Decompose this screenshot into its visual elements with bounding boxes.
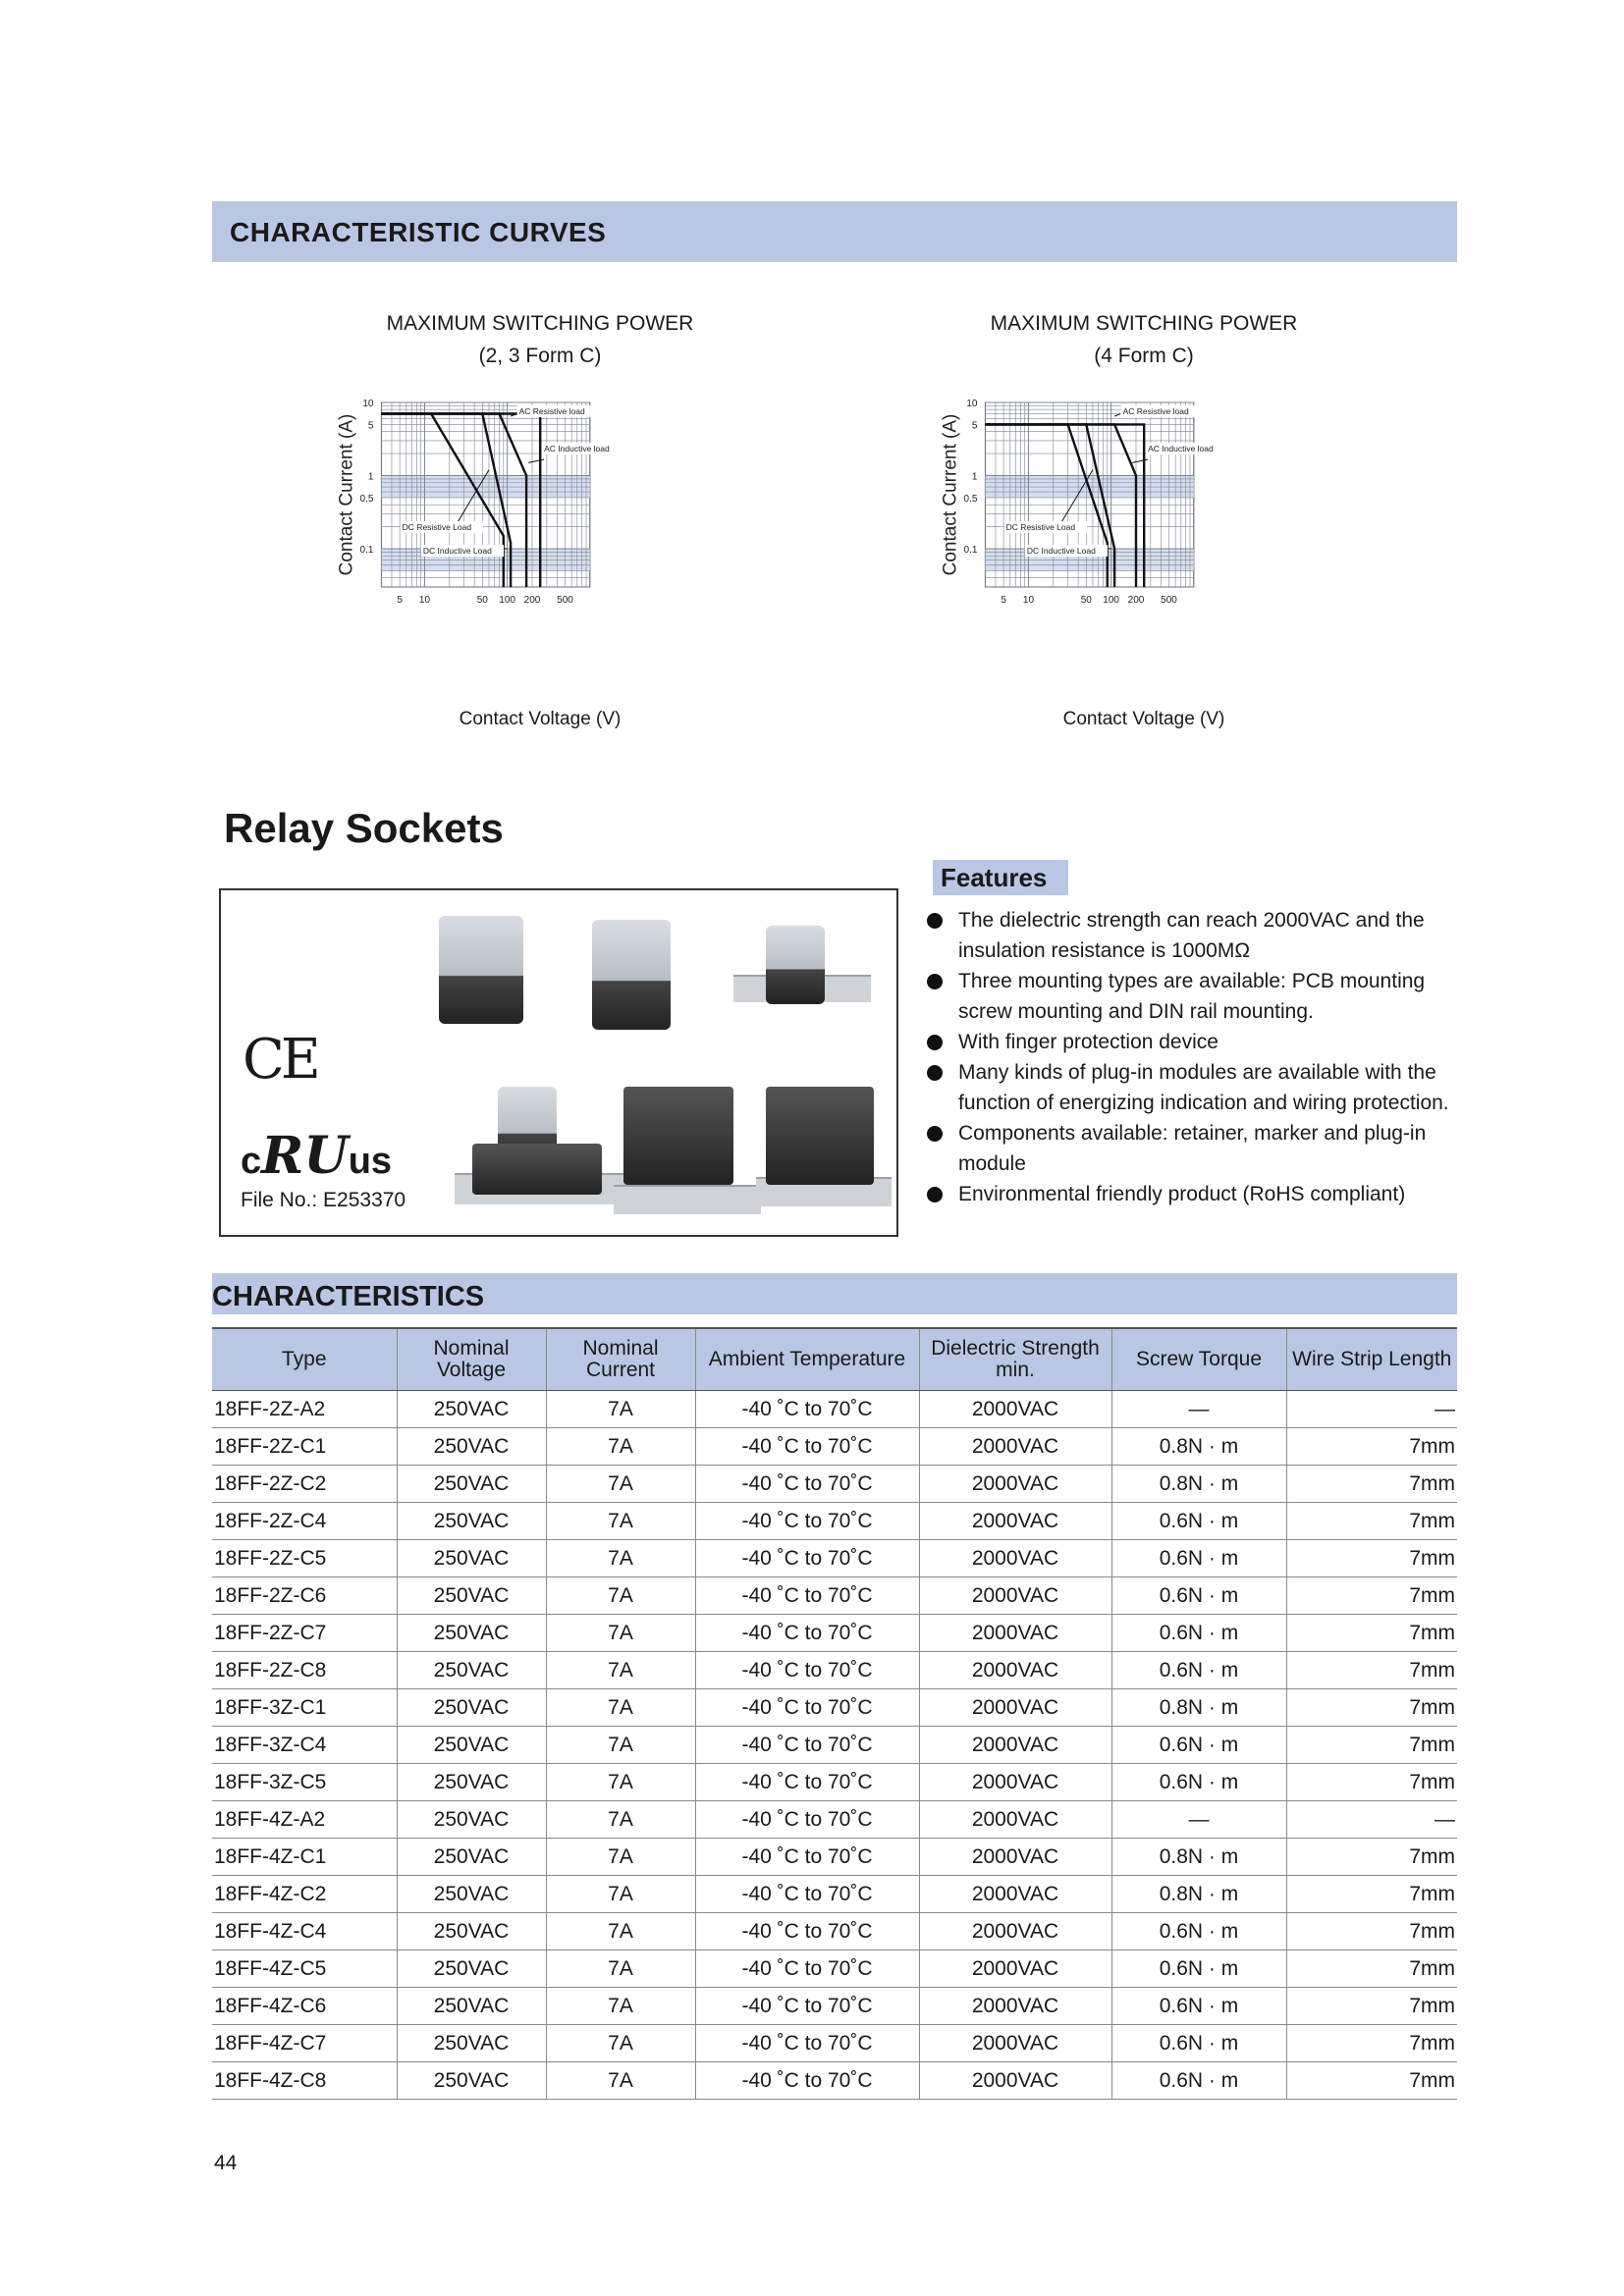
table-cell: -40 ˚C to 70˚C <box>695 1801 919 1839</box>
table-row <box>212 1540 1457 1577</box>
chart-x-axis-label: Contact Voltage (V) <box>1062 709 1225 729</box>
annotation-label: DC Inductive Load <box>1026 546 1096 556</box>
table-cell: 2000VAC <box>919 1913 1111 1950</box>
y-tick-label: 1 <box>971 471 978 483</box>
y-tick-label: 0.1 <box>963 545 978 557</box>
y-tick-label: 1 <box>367 471 374 483</box>
table-cell: 2000VAC <box>919 2062 1111 2100</box>
table-cell: -40 ˚C to 70˚C <box>695 1503 919 1540</box>
characteristics-table <box>212 1327 1457 2100</box>
table-cell: -40 ˚C to 70˚C <box>695 1652 919 1689</box>
table-cell: 7A <box>546 1913 695 1950</box>
table-cell: 18FF-2Z-A2 <box>212 1391 397 1428</box>
table-cell: 7A <box>546 1727 695 1764</box>
bullet-icon <box>927 1065 943 1081</box>
table-row <box>212 1727 1457 1764</box>
y-tick-label: 5 <box>971 420 978 432</box>
table-cell: 7mm <box>1286 1913 1457 1950</box>
ul-certification-mark <box>241 1126 392 1186</box>
table-cell: 2000VAC <box>919 1988 1111 2025</box>
page-number: 44 <box>214 2152 238 2174</box>
table-cell: 2000VAC <box>919 2025 1111 2062</box>
table-cell: 250VAC <box>397 1615 546 1652</box>
chart-y-axis-label: Contact Current (A) <box>336 413 357 576</box>
table-cell: 0.6N · m <box>1111 2025 1286 2062</box>
table-cell: 7mm <box>1286 1839 1457 1876</box>
table-cell: 18FF-2Z-C4 <box>212 1503 397 1540</box>
table-cell: 7A <box>546 1839 695 1876</box>
table-cell: 250VAC <box>397 1876 546 1913</box>
table-cell: — <box>1286 1801 1457 1839</box>
ul-c-letter: c <box>241 1141 262 1182</box>
table-cell: 7A <box>546 1466 695 1503</box>
y-tick-label: 5 <box>367 420 374 432</box>
table-cell: 18FF-4Z-C1 <box>212 1839 397 1876</box>
socket-photo-3 <box>766 1087 874 1185</box>
feature-text: Many kinds of plug-in modules are available with the function of energizing indication and wiring protection. <box>958 1061 1449 1114</box>
table-cell: 2000VAC <box>919 1801 1111 1839</box>
table-cell: 7A <box>546 1764 695 1801</box>
table-cell: 0.6N · m <box>1111 1652 1286 1689</box>
table-cell: 18FF-4Z-C5 <box>212 1950 397 1988</box>
table-header-row <box>212 1328 1457 1391</box>
table-cell: 7mm <box>1286 1428 1457 1466</box>
annotation-label: AC Resistive load <box>518 406 585 416</box>
table-cell: — <box>1286 1391 1457 1428</box>
table-row <box>212 1577 1457 1615</box>
x-tick-label: 500 <box>1161 595 1177 606</box>
x-tick-label: 50 <box>1080 595 1092 606</box>
relay-photo-2 <box>592 920 671 1030</box>
table-cell: -40 ˚C to 70˚C <box>695 1988 919 2025</box>
feature-item <box>925 1027 1475 1057</box>
annotation-label: AC Resistive load <box>1122 406 1189 416</box>
y-tick-label: 0.5 <box>963 493 978 505</box>
socket-photo-2 <box>623 1087 733 1185</box>
table-cell: 7mm <box>1286 1727 1457 1764</box>
table-cell: 18FF-3Z-C5 <box>212 1764 397 1801</box>
table-cell: 18FF-4Z-C6 <box>212 1988 397 2025</box>
table-cell: 250VAC <box>397 2025 546 2062</box>
table-cell: 0.8N · m <box>1111 1689 1286 1727</box>
feature-item <box>925 1179 1475 1209</box>
chart-title: MAXIMUM SWITCHING POWER <box>386 312 694 335</box>
table-cell: 7mm <box>1286 1577 1457 1615</box>
table-cell: 18FF-4Z-C4 <box>212 1913 397 1950</box>
table-cell: 18FF-4Z-C7 <box>212 2025 397 2062</box>
table-cell: 7mm <box>1286 1876 1457 1913</box>
table-row <box>212 1988 1457 2025</box>
table-cell: 2000VAC <box>919 1727 1111 1764</box>
table-cell: 7A <box>546 1950 695 1988</box>
table-cell: — <box>1111 1801 1286 1839</box>
table-cell: 0.6N · m <box>1111 1950 1286 1988</box>
table-cell: 2000VAC <box>919 1503 1111 1540</box>
table-cell: 7mm <box>1286 1950 1457 1988</box>
chart-y-axis-label: Contact Current (A) <box>940 413 961 576</box>
table-row <box>212 1913 1457 1950</box>
table-cell: 0.8N · m <box>1111 1876 1286 1913</box>
table-cell: -40 ˚C to 70˚C <box>695 1839 919 1876</box>
table-cell: 0.6N · m <box>1111 1913 1286 1950</box>
table-row <box>212 2025 1457 2062</box>
table-cell: 18FF-4Z-C8 <box>212 2062 397 2100</box>
table-cell: 0.6N · m <box>1111 2062 1286 2100</box>
table-row <box>212 1503 1457 1540</box>
socket-photo-1 <box>472 1144 602 1195</box>
table-cell: -40 ˚C to 70˚C <box>695 2062 919 2100</box>
table-cell: 18FF-4Z-C2 <box>212 1876 397 1913</box>
x-tick-label: 50 <box>476 595 488 606</box>
feature-item <box>925 905 1475 966</box>
table-cell: 7mm <box>1286 2025 1457 2062</box>
chart-plot <box>918 391 1370 724</box>
table-cell: 0.6N · m <box>1111 1727 1286 1764</box>
annotation-label: DC Inductive Load <box>422 546 492 556</box>
table-cell: -40 ˚C to 70˚C <box>695 1727 919 1764</box>
y-tick-label: 0.1 <box>359 545 374 557</box>
table-cell: -40 ˚C to 70˚C <box>695 1615 919 1652</box>
bullet-icon <box>927 1126 943 1142</box>
table-row <box>212 1801 1457 1839</box>
table-cell: 2000VAC <box>919 1950 1111 1988</box>
bullet-icon <box>927 1187 943 1202</box>
table-cell: 7mm <box>1286 1540 1457 1577</box>
table-cell: 250VAC <box>397 2062 546 2100</box>
table-cell: 250VAC <box>397 1428 546 1466</box>
table-cell: 7A <box>546 1428 695 1466</box>
features-list <box>925 905 1475 1209</box>
table-cell: 0.8N · m <box>1111 1839 1286 1876</box>
table-cell: 2000VAC <box>919 1689 1111 1727</box>
table-cell: 250VAC <box>397 1652 546 1689</box>
table-cell: 0.6N · m <box>1111 1764 1286 1801</box>
feature-text: Three mounting types are available: PCB mounting screw mounting and DIN rail mounting. <box>958 970 1426 1023</box>
table-cell: 7A <box>546 1652 695 1689</box>
x-tick-label: 100 <box>1103 595 1119 606</box>
column-header: Wire Strip Length <box>1286 1328 1457 1391</box>
relay-sockets-title: Relay Sockets <box>224 805 504 851</box>
table-cell: 2000VAC <box>919 1577 1111 1615</box>
column-header: Ambient Temperature <box>695 1328 919 1391</box>
product-photo-panel <box>219 888 898 1237</box>
table-cell: 0.8N · m <box>1111 1466 1286 1503</box>
table-cell: -40 ˚C to 70˚C <box>695 1577 919 1615</box>
table-cell: 0.6N · m <box>1111 1503 1286 1540</box>
table-cell: 18FF-2Z-C6 <box>212 1577 397 1615</box>
table-cell: 250VAC <box>397 1801 546 1839</box>
y-tick-label: 10 <box>362 399 374 409</box>
table-cell: -40 ˚C to 70˚C <box>695 1689 919 1727</box>
table-row <box>212 1689 1457 1727</box>
annotation-label: DC Resistive Load <box>1005 522 1076 532</box>
table-cell: 250VAC <box>397 1764 546 1801</box>
table-cell: 2000VAC <box>919 1876 1111 1913</box>
table-cell: 7A <box>546 1689 695 1727</box>
table-row <box>212 1839 1457 1876</box>
ce-certification-mark: CE <box>243 1028 317 1092</box>
ul-ru-letters: RU <box>261 1126 349 1186</box>
table-cell: 7A <box>546 2025 695 2062</box>
table-cell: 250VAC <box>397 1689 546 1727</box>
feature-text: The dielectric strength can reach 2000VAC and the insulation resistance is 1000MΩ <box>958 909 1425 962</box>
feature-text: Environmental friendly product (RoHS compliant) <box>958 1183 1406 1205</box>
table-cell: 7mm <box>1286 1466 1457 1503</box>
column-header: Dielectric Strength min. <box>919 1328 1111 1391</box>
table-cell: 18FF-2Z-C5 <box>212 1540 397 1577</box>
x-tick-label: 10 <box>1022 595 1035 606</box>
table-cell: 7mm <box>1286 1503 1457 1540</box>
table-cell: 7mm <box>1286 1615 1457 1652</box>
table-cell: 18FF-3Z-C4 <box>212 1727 397 1764</box>
features-heading <box>933 860 1068 895</box>
table-cell: 7mm <box>1286 1689 1457 1727</box>
table-cell: 250VAC <box>397 1950 546 1988</box>
x-tick-label: 5 <box>397 595 403 606</box>
table-cell: 2000VAC <box>919 1540 1111 1577</box>
table-cell: -40 ˚C to 70˚C <box>695 1876 919 1913</box>
feature-item <box>925 1118 1475 1179</box>
x-tick-label: 5 <box>1001 595 1006 606</box>
table-cell: 7mm <box>1286 1764 1457 1801</box>
table-cell: 250VAC <box>397 1577 546 1615</box>
table-cell: 250VAC <box>397 1503 546 1540</box>
chart-subtitle: (4 Form C) <box>1094 345 1194 367</box>
characteristics-title: CHARACTERISTICS <box>212 1281 485 1312</box>
feature-text: Components available: retainer, marker and plug-in module <box>958 1122 1427 1175</box>
table-row <box>212 1764 1457 1801</box>
table-cell: 18FF-2Z-C7 <box>212 1615 397 1652</box>
characteristic-curves-title: CHARACTERISTIC CURVES <box>230 217 607 247</box>
table-cell: 18FF-4Z-A2 <box>212 1801 397 1839</box>
chart-title: MAXIMUM SWITCHING POWER <box>990 312 1298 335</box>
column-header: Nominal Voltage <box>397 1328 546 1391</box>
table-cell: 2000VAC <box>919 1428 1111 1466</box>
y-tick-label: 0.5 <box>359 493 374 505</box>
table-cell: — <box>1111 1391 1286 1428</box>
table-cell: 7A <box>546 2062 695 2100</box>
table-cell: -40 ˚C to 70˚C <box>695 1764 919 1801</box>
ul-us-letters: us <box>348 1141 393 1182</box>
table-cell: 250VAC <box>397 1540 546 1577</box>
bullet-icon <box>927 1035 943 1050</box>
feature-item <box>925 966 1475 1027</box>
table-cell: 7A <box>546 1801 695 1839</box>
x-tick-label: 200 <box>523 595 541 606</box>
x-tick-label: 500 <box>557 595 573 606</box>
table-cell: 7A <box>546 1615 695 1652</box>
table-cell: 250VAC <box>397 1727 546 1764</box>
table-row <box>212 1391 1457 1428</box>
table-cell: 250VAC <box>397 1913 546 1950</box>
annotation-label: DC Resistive Load <box>402 522 472 532</box>
bullet-icon <box>927 913 943 929</box>
table-cell: 18FF-3Z-C1 <box>212 1689 397 1727</box>
table-cell: -40 ˚C to 70˚C <box>695 1391 919 1428</box>
table-row <box>212 1950 1457 1988</box>
y-tick-label: 10 <box>966 399 978 409</box>
table-cell: 18FF-2Z-C8 <box>212 1652 397 1689</box>
table-row <box>212 1876 1457 1913</box>
x-tick-label: 200 <box>1127 595 1145 606</box>
switching-power-chart-4-form <box>918 312 1370 744</box>
annotation-label: AC Inductive load <box>544 444 610 454</box>
table-cell: 7A <box>546 1988 695 2025</box>
table-cell: 2000VAC <box>919 1615 1111 1652</box>
relay-photo-1 <box>439 916 523 1024</box>
switching-power-chart-2-3-form <box>314 312 766 744</box>
annotation-label: AC Inductive load <box>1148 444 1214 454</box>
chart-plot <box>314 391 766 724</box>
table-cell: 7mm <box>1286 2062 1457 2100</box>
table-cell: 2000VAC <box>919 1391 1111 1428</box>
table-cell: 7mm <box>1286 1988 1457 2025</box>
x-tick-label: 10 <box>418 595 431 606</box>
table-row <box>212 2062 1457 2100</box>
table-cell: 250VAC <box>397 1839 546 1876</box>
table-cell: 250VAC <box>397 1391 546 1428</box>
table-cell: -40 ˚C to 70˚C <box>695 1950 919 1988</box>
table-cell: 250VAC <box>397 1988 546 2025</box>
table-row <box>212 1466 1457 1503</box>
relay-photo-3 <box>766 926 825 1004</box>
table-cell: 0.8N · m <box>1111 1428 1286 1466</box>
table-cell: -40 ˚C to 70˚C <box>695 1913 919 1950</box>
column-header: Screw Torque <box>1111 1328 1286 1391</box>
table-cell: -40 ˚C to 70˚C <box>695 1428 919 1466</box>
table-cell: -40 ˚C to 70˚C <box>695 1540 919 1577</box>
characteristics-band <box>212 1273 1457 1314</box>
characteristic-curves-band <box>212 201 1457 262</box>
chart-x-axis-label: Contact Voltage (V) <box>459 709 622 729</box>
table-cell: 18FF-2Z-C2 <box>212 1466 397 1503</box>
bullet-icon <box>927 974 943 989</box>
table-row <box>212 1428 1457 1466</box>
table-cell: 2000VAC <box>919 1764 1111 1801</box>
column-header: Type <box>212 1328 397 1391</box>
table-cell: -40 ˚C to 70˚C <box>695 1466 919 1503</box>
table-cell: 2000VAC <box>919 1652 1111 1689</box>
table-cell: 250VAC <box>397 1466 546 1503</box>
feature-text: With finger protection device <box>958 1031 1218 1053</box>
table-cell: 7A <box>546 1391 695 1428</box>
feature-item <box>925 1057 1475 1118</box>
table-cell: 18FF-2Z-C1 <box>212 1428 397 1466</box>
table-cell: -40 ˚C to 70˚C <box>695 2025 919 2062</box>
table-cell: 7A <box>546 1876 695 1913</box>
table-cell: 0.6N · m <box>1111 1988 1286 2025</box>
x-tick-label: 100 <box>499 595 515 606</box>
table-body <box>212 1391 1457 2100</box>
table-cell: 2000VAC <box>919 1839 1111 1876</box>
table-cell: 7mm <box>1286 1652 1457 1689</box>
din-rail-image <box>614 1185 761 1214</box>
chart-subtitle: (2, 3 Form C) <box>478 345 602 367</box>
column-header: Nominal Current <box>546 1328 695 1391</box>
file-number: File No.: E253370 <box>241 1189 406 1211</box>
table-cell: 0.6N · m <box>1111 1577 1286 1615</box>
table-row <box>212 1652 1457 1689</box>
table-cell: 0.6N · m <box>1111 1615 1286 1652</box>
features-title: Features <box>941 863 1048 892</box>
table-row <box>212 1615 1457 1652</box>
table-cell: 7A <box>546 1577 695 1615</box>
table-cell: 0.6N · m <box>1111 1540 1286 1577</box>
table-cell: 2000VAC <box>919 1466 1111 1503</box>
table-cell: 7A <box>546 1503 695 1540</box>
table-cell: 7A <box>546 1540 695 1577</box>
